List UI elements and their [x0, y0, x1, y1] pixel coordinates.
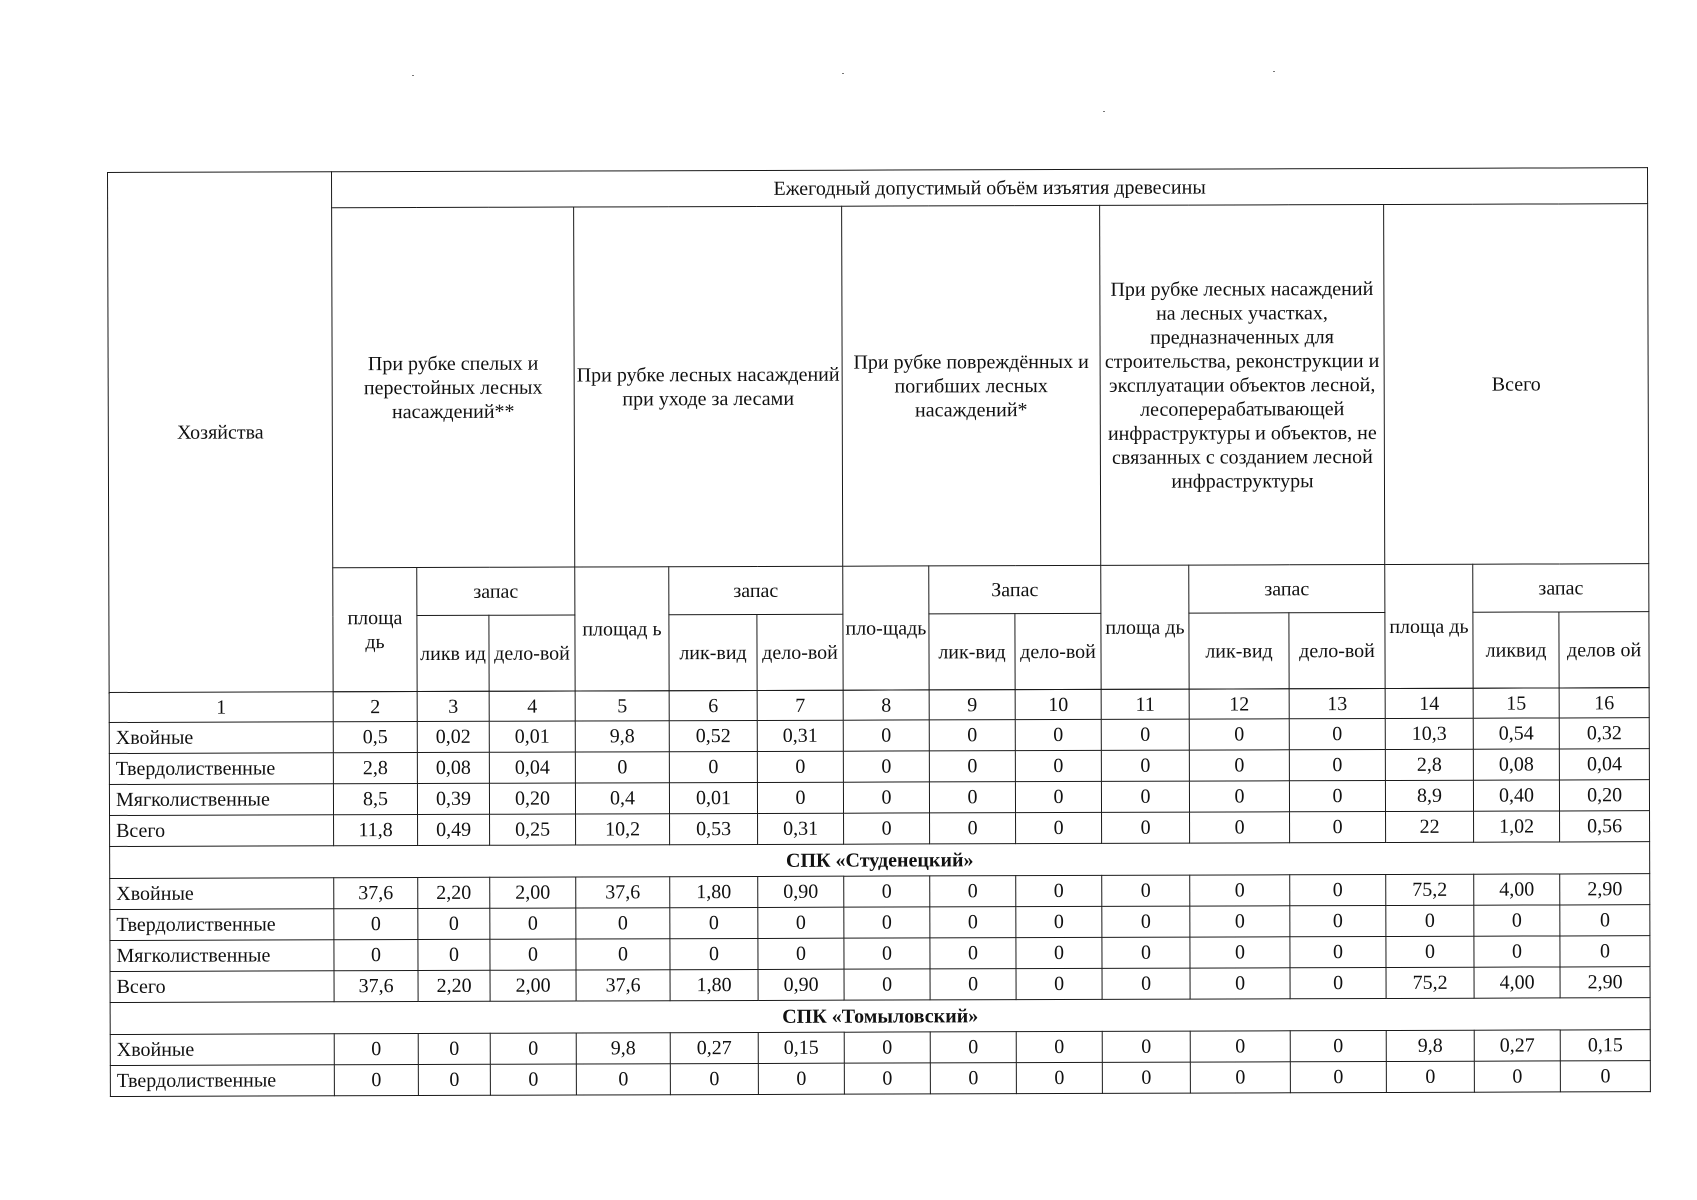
value-cell: 0 [757, 751, 843, 782]
value-cell: 0 [418, 1064, 490, 1095]
business-label: дело-вой [1289, 612, 1385, 688]
value-cell: 0 [1289, 718, 1385, 749]
timber-harvest-table [107, 167, 1651, 1097]
value-cell: 0 [1102, 875, 1190, 906]
value-cell: 0 [490, 1064, 576, 1095]
value-cell: 9,8 [575, 721, 669, 752]
scan-speck [1273, 71, 1275, 72]
row-label: Твердолиственные [109, 753, 333, 785]
value-cell: 2,00 [490, 970, 576, 1001]
value-cell: 0 [1290, 1061, 1386, 1092]
value-cell: 0,54 [1473, 718, 1559, 749]
value-cell: 2,8 [1385, 749, 1473, 780]
value-cell: 0 [930, 938, 1016, 969]
value-cell: 0 [1102, 812, 1190, 843]
value-cell: 0 [1102, 937, 1190, 968]
row-label: Хвойные [109, 722, 333, 754]
value-cell: 0,27 [1474, 1030, 1560, 1061]
scan-speck [842, 73, 844, 74]
section-row [110, 998, 1650, 1035]
value-cell: 0 [1016, 875, 1102, 906]
value-cell: 1,80 [670, 876, 758, 907]
value-cell: 0,01 [489, 721, 575, 752]
value-cell: 0 [1189, 781, 1289, 812]
value-cell: 0,31 [758, 813, 844, 844]
value-cell: 0 [1190, 968, 1290, 999]
value-cell: 2,20 [418, 877, 490, 908]
value-cell: 0 [1474, 936, 1560, 967]
value-cell: 0 [1101, 750, 1189, 781]
value-cell: 0 [490, 908, 576, 939]
value-cell: 0 [930, 1032, 1016, 1063]
value-cell: 0 [334, 1034, 418, 1065]
stock-label: запас [1189, 564, 1385, 613]
value-cell: 0 [1190, 906, 1290, 937]
column-number: 11 [1101, 689, 1189, 719]
scan-speck [412, 75, 414, 76]
row-label: Твердолиственные [110, 909, 334, 941]
value-cell: 0 [490, 939, 576, 970]
value-cell: 0 [1101, 719, 1189, 750]
row-label: Хвойные [110, 1034, 334, 1066]
column-number: 6 [669, 690, 757, 720]
value-cell: 0 [1190, 937, 1290, 968]
value-cell: 0 [844, 969, 930, 1000]
row-label: Твердолиственные [110, 1065, 334, 1097]
table-row [110, 811, 1650, 847]
value-cell: 37,6 [334, 878, 418, 909]
value-cell: 8,9 [1385, 780, 1473, 811]
value-cell: 0 [844, 1032, 930, 1063]
value-cell: 0 [1016, 1062, 1102, 1093]
value-cell: 0 [1289, 780, 1385, 811]
value-cell: 37,6 [334, 971, 418, 1002]
value-cell: 0 [670, 938, 758, 969]
stock-label: запас [1473, 564, 1649, 613]
value-cell: 75,2 [1386, 874, 1474, 905]
value-cell: 0,32 [1559, 718, 1649, 749]
value-cell: 0 [930, 969, 1016, 1000]
value-cell: 0 [1386, 936, 1474, 967]
value-cell: 0 [1102, 1062, 1190, 1093]
table-row [110, 905, 1650, 941]
column-number: 8 [843, 690, 929, 720]
value-cell: 0 [844, 876, 930, 907]
row-label: Мягколиственные [110, 940, 334, 972]
value-cell: 0,90 [758, 969, 844, 1000]
value-cell: 0 [1474, 1061, 1560, 1092]
value-cell: 0,08 [417, 752, 489, 783]
value-cell: 0,40 [1473, 780, 1559, 811]
value-cell: 0 [1190, 1031, 1290, 1062]
value-cell: 0 [670, 907, 758, 938]
column-number: 2 [333, 692, 417, 722]
value-cell: 2,90 [1560, 967, 1650, 998]
value-cell: 0 [843, 720, 929, 751]
value-cell: 0 [1016, 937, 1102, 968]
value-cell: 0 [576, 939, 670, 970]
value-cell: 0 [758, 938, 844, 969]
value-cell: 9,8 [1386, 1030, 1474, 1061]
value-cell: 37,6 [576, 877, 670, 908]
value-cell: 0 [1290, 1030, 1386, 1061]
value-cell: 0 [490, 1033, 576, 1064]
table-row [110, 874, 1650, 910]
value-cell: 0 [930, 1063, 1016, 1094]
row-label: Всего [110, 971, 334, 1003]
value-cell: 0 [575, 752, 669, 783]
value-cell: 0 [1560, 1061, 1650, 1092]
table-row [109, 749, 1649, 785]
value-cell: 0 [1190, 875, 1290, 906]
value-cell: 0 [1290, 967, 1386, 998]
column-number: 12 [1189, 689, 1289, 719]
value-cell: 0 [757, 782, 843, 813]
value-cell: 1,02 [1474, 811, 1560, 842]
value-cell: 0 [1016, 1031, 1102, 1062]
liquid-label: ликв ид [417, 615, 489, 691]
value-cell: 0 [418, 908, 490, 939]
row-header-cell [108, 172, 334, 693]
column-number: 5 [575, 691, 669, 721]
table-row [110, 936, 1650, 972]
column-number: 15 [1473, 688, 1559, 718]
value-cell: 0 [1015, 750, 1101, 781]
value-cell: 0 [844, 907, 930, 938]
area-label: пло-щадь [843, 566, 929, 690]
value-cell: 0 [930, 813, 1016, 844]
value-cell: 0 [930, 907, 1016, 938]
value-cell: 0 [844, 813, 930, 844]
value-cell: 0 [1102, 968, 1190, 999]
scan-speck [1103, 111, 1105, 112]
value-cell: 0 [930, 876, 1016, 907]
value-cell: 0,04 [489, 752, 575, 783]
row-label: Всего [110, 815, 334, 847]
value-cell: 4,00 [1474, 874, 1560, 905]
value-cell: 0 [576, 1064, 670, 1095]
business-label: дело-вой [757, 614, 843, 690]
column-number: 10 [1015, 689, 1101, 719]
value-cell: 0 [758, 907, 844, 938]
value-cell: 2,20 [418, 970, 490, 1001]
value-cell: 0,49 [418, 814, 490, 845]
value-cell: 0,31 [757, 720, 843, 751]
value-cell: 0 [334, 940, 418, 971]
value-cell: 0 [843, 751, 929, 782]
table-row [109, 780, 1649, 816]
section-title: СПК «Томыловский» [110, 998, 1650, 1035]
value-cell: 0 [1290, 905, 1386, 936]
value-cell: 0 [1015, 781, 1101, 812]
area-label: площад ь [575, 567, 669, 691]
business-label: дело-вой [1015, 613, 1101, 689]
table-row [110, 1061, 1650, 1097]
value-cell: 0 [1015, 719, 1101, 750]
business-label: дело-вой [489, 615, 575, 691]
table-row [110, 967, 1650, 1003]
value-cell: 11,8 [334, 815, 418, 846]
value-cell: 0,25 [490, 814, 576, 845]
value-cell: 0,20 [1559, 780, 1649, 811]
value-cell: 0 [1189, 719, 1289, 750]
stock-label: запас [417, 567, 575, 615]
value-cell: 0 [1290, 811, 1386, 842]
value-cell: 0,15 [1560, 1030, 1650, 1061]
section-row [110, 842, 1650, 879]
row-label: Хвойные [110, 878, 334, 910]
stock-label: запас [669, 566, 843, 615]
value-cell: 0 [1016, 812, 1102, 843]
value-cell: 0 [1290, 936, 1386, 967]
value-cell: 0 [929, 720, 1015, 751]
value-cell: 0 [929, 782, 1015, 813]
value-cell: 0 [1560, 936, 1650, 967]
value-cell: 0,52 [669, 720, 757, 751]
value-cell: 1,80 [670, 969, 758, 1000]
value-cell: 0 [1101, 781, 1189, 812]
column-number: 14 [1385, 688, 1473, 718]
value-cell: 0 [758, 1063, 844, 1094]
value-cell: 0,53 [670, 813, 758, 844]
liquid-label: лик-вид [929, 614, 1015, 690]
value-cell: 2,8 [333, 753, 417, 784]
value-cell: 0 [1474, 905, 1560, 936]
value-cell: 0 [418, 1033, 490, 1064]
value-cell: 0 [1386, 905, 1474, 936]
value-cell: 0 [1386, 1061, 1474, 1092]
value-cell: 0,20 [489, 783, 575, 814]
section-title: СПК «Студенецкий» [110, 842, 1650, 879]
value-cell: 0,04 [1559, 749, 1649, 780]
group-header-damaged: При рубке повреждённых и погибших лесных насаждений* [842, 205, 1101, 566]
value-cell: 0,5 [333, 722, 417, 753]
value-cell: 0 [334, 909, 418, 940]
value-cell: 0,27 [670, 1032, 758, 1063]
liquid-label: ликвид [1473, 612, 1559, 688]
column-number: 3 [417, 691, 489, 721]
value-cell: 0,4 [575, 783, 669, 814]
value-cell: 0 [1560, 905, 1650, 936]
row-header: Хозяйства [176, 421, 264, 444]
stock-label: Запас [929, 565, 1101, 614]
column-number: 1 [109, 692, 333, 723]
area-label: площа дь [1101, 565, 1189, 689]
value-cell: 0,02 [417, 721, 489, 752]
value-cell: 37,6 [576, 970, 670, 1001]
value-cell: 4,00 [1474, 967, 1560, 998]
value-cell: 0 [334, 1065, 418, 1096]
value-cell: 0,56 [1560, 811, 1650, 842]
value-cell: 9,8 [576, 1033, 670, 1064]
value-cell: 0,39 [417, 783, 489, 814]
value-cell: 0 [669, 751, 757, 782]
value-cell: 0 [1189, 750, 1289, 781]
value-cell: 2,00 [490, 877, 576, 908]
column-number: 4 [489, 691, 575, 721]
value-cell: 0,15 [758, 1032, 844, 1063]
group-header-infrastructure: При рубке лесных насаждений на лесных участках, предназначенных для строительства, реконструкции и эксплуатации объектов лесной, лесоперерабатывающей инфраструктуры и объектов, не связанных с созданием лесной инфраструктуры [1100, 204, 1385, 565]
table-row [109, 718, 1649, 754]
table-row [110, 1030, 1650, 1066]
value-cell: 0 [929, 751, 1015, 782]
group-header-mature: При рубке спелых и перестойных лесных насаждений** [332, 207, 575, 568]
column-number: 9 [929, 690, 1015, 720]
value-cell: 0 [1016, 906, 1102, 937]
column-number: 7 [757, 690, 843, 720]
value-cell: 0,01 [669, 782, 757, 813]
value-cell: 22 [1386, 811, 1474, 842]
value-cell: 0,90 [758, 876, 844, 907]
value-cell: 75,2 [1386, 967, 1474, 998]
business-label: делов ой [1559, 612, 1649, 688]
value-cell: 0 [670, 1063, 758, 1094]
value-cell: 8,5 [333, 784, 417, 815]
value-cell: 10,2 [576, 814, 670, 845]
value-cell: 2,90 [1560, 874, 1650, 905]
value-cell: 0 [418, 939, 490, 970]
value-cell: 0 [1289, 749, 1385, 780]
group-header-total: Всего [1384, 204, 1649, 565]
value-cell: 0 [843, 782, 929, 813]
liquid-label: лик-вид [1189, 613, 1289, 689]
column-number: 13 [1289, 688, 1385, 718]
value-cell: 10,3 [1385, 718, 1473, 749]
value-cell: 0 [1016, 968, 1102, 999]
liquid-label: лик-вид [669, 614, 757, 690]
area-label: площа дь [1385, 564, 1473, 688]
value-cell: 0 [1102, 1031, 1190, 1062]
area-label: площа дь [333, 568, 417, 692]
value-cell: 0 [1102, 906, 1190, 937]
row-label: Мягколиственные [109, 784, 333, 816]
main-header: Ежегодный допустимый объём изъятия древесины [332, 168, 1648, 208]
value-cell: 0 [1190, 1062, 1290, 1093]
group-header-thinning: При рубке лесных насаждений при уходе за лесами [574, 206, 843, 567]
value-cell: 0 [844, 938, 930, 969]
value-cell: 0 [1190, 812, 1290, 843]
value-cell: 0 [844, 1063, 930, 1094]
value-cell: 0,08 [1473, 749, 1559, 780]
value-cell: 0 [1290, 874, 1386, 905]
column-number: 16 [1559, 688, 1649, 718]
value-cell: 0 [576, 908, 670, 939]
